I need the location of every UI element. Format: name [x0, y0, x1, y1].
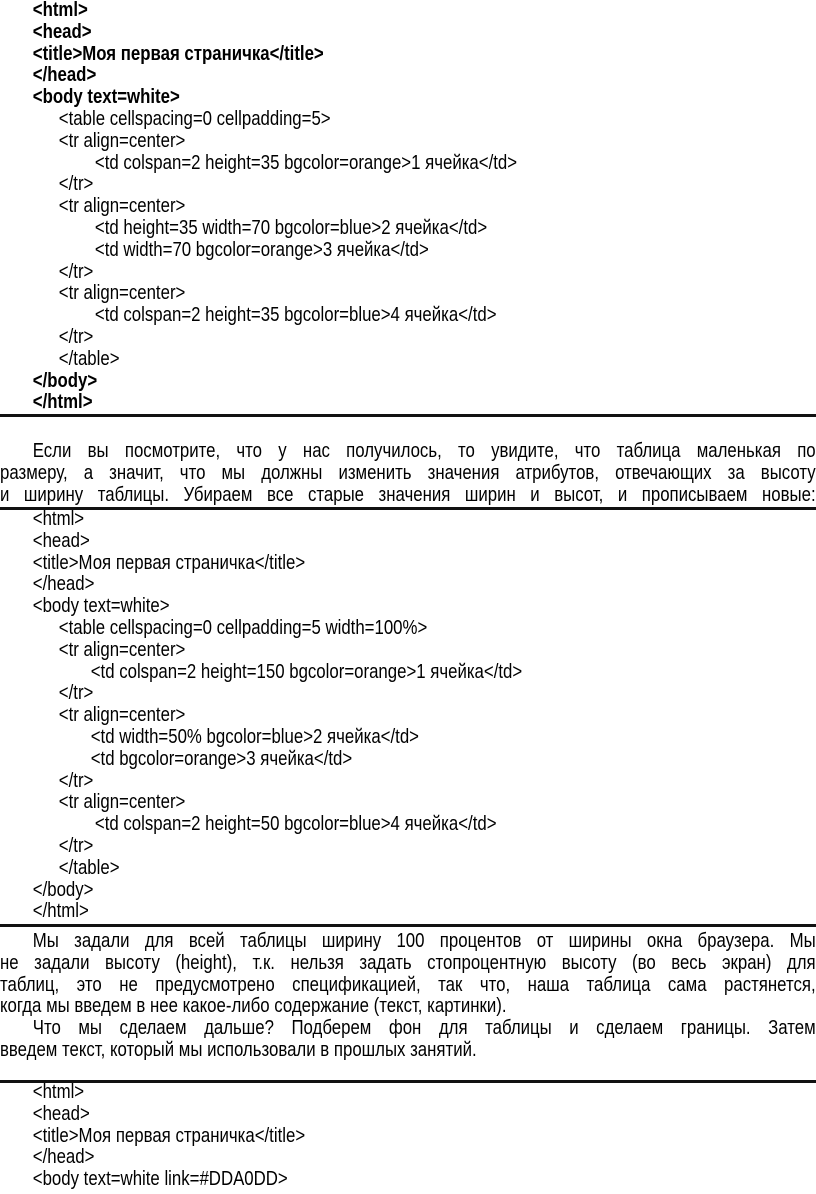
code-line: <tr align=center>: [58, 195, 186, 218]
code-line: <tr align=center>: [58, 638, 186, 661]
code-line: <td colspan=2 height=35 bgcolor=blue>4 ячейка</td>: [94, 304, 497, 327]
code-line: </table>: [58, 856, 120, 879]
paragraph-line: Если вы посмотрите, что у нас получилось, то увидите, что таблица маленькая по: [32, 440, 816, 462]
code-line: <body text=white>: [32, 595, 170, 618]
code-line: </tr>: [58, 325, 94, 348]
code-line: </tr>: [58, 769, 94, 792]
code-line: </body>: [32, 369, 98, 392]
code-line: <html>: [32, 1081, 85, 1103]
code-line: <tr align=center>: [58, 704, 186, 727]
code-line: </html>: [32, 391, 93, 414]
paragraph-line: не задали высоту (height), т.к. нельзя задать стопроцентную высоту (во весь экран) для: [0, 951, 816, 974]
code-line: <head>: [32, 20, 92, 43]
code-line: <tr align=center>: [58, 129, 186, 152]
paragraph-line: когда мы введем в нее какое-либо содержание (текст, картинки).: [0, 995, 507, 1018]
code-line: <td colspan=2 height=150 bgcolor=orange>1 ячейка</td>: [90, 660, 523, 683]
code-line: </head>: [32, 64, 97, 87]
code-line: </head>: [32, 1146, 95, 1169]
paragraph-2: [0, 931, 816, 1062]
code-line: <head>: [32, 529, 90, 552]
code-line: </tr>: [58, 834, 94, 857]
code-block-1: [0, 0, 816, 414]
code-line: </body>: [32, 878, 94, 901]
divider: [0, 414, 816, 417]
code-line: </tr>: [58, 682, 94, 705]
paragraph-line: введем текст, который мы использовали в прошлых занятий.: [0, 1038, 477, 1061]
code-block-2: [0, 509, 816, 923]
code-line: <title>Моя первая страничка</title>: [32, 1124, 306, 1147]
code-line: <title>Моя первая страничка</title>: [32, 551, 306, 574]
code-line: <html>: [32, 508, 85, 530]
code-line: <head>: [32, 1102, 90, 1125]
code-line: <td bgcolor=orange>3 ячейка</td>: [90, 747, 353, 770]
code-line: <table cellspacing=0 cellpadding=5 width=100%>: [58, 616, 428, 639]
code-line: <table cellspacing=0 cellpadding=5>: [58, 107, 331, 130]
paragraph-line: таблиц, это не предусмотрено спецификацией, так что, наша таблица сама растянется,: [0, 973, 816, 996]
code-line: <tr align=center>: [58, 791, 186, 814]
code-line: <html>: [32, 0, 88, 21]
code-block-3: [0, 1082, 816, 1191]
paragraph-line: и ширину таблицы. Убираем все старые значения ширин и высот, и прописываем новые:: [0, 483, 816, 506]
code-line: <title>Моя первая страничка</title>: [32, 42, 324, 65]
paragraph-line: Что мы сделаем дальше? Подберем фон для таблицы и сделаем границы. Затем: [32, 1017, 816, 1040]
code-line: <td height=35 width=70 bgcolor=blue>2 ячейка</td>: [94, 216, 488, 239]
code-line: </tr>: [58, 173, 94, 196]
code-line: <td colspan=2 height=50 bgcolor=blue>4 ячейка</td>: [94, 813, 497, 836]
code-line: </tr>: [58, 260, 94, 283]
code-line: <td colspan=2 height=35 bgcolor=orange>1 ячейка</td>: [94, 151, 518, 174]
paragraph-1: [0, 441, 816, 506]
divider: [0, 924, 816, 927]
code-line: </html>: [32, 900, 89, 923]
code-line: <tr align=center>: [58, 282, 186, 305]
code-line: <body text=white>: [32, 86, 180, 109]
code-line: <td width=50% bgcolor=blue>2 ячейка</td>: [90, 725, 419, 748]
code-line: <td width=70 bgcolor=orange>3 ячейка</td>: [94, 238, 429, 261]
code-line: </table>: [58, 347, 120, 370]
code-line: </head>: [32, 573, 95, 596]
paragraph-line: размеру, а значит, что мы должны изменить значения атрибутов, отвечающих за высоту: [0, 461, 816, 484]
code-line: <body text=white link=#DDA0DD>: [32, 1168, 288, 1191]
paragraph-line: Мы задали для всей таблицы ширину 100 процентов от ширины окна браузера. Мы: [32, 930, 816, 952]
